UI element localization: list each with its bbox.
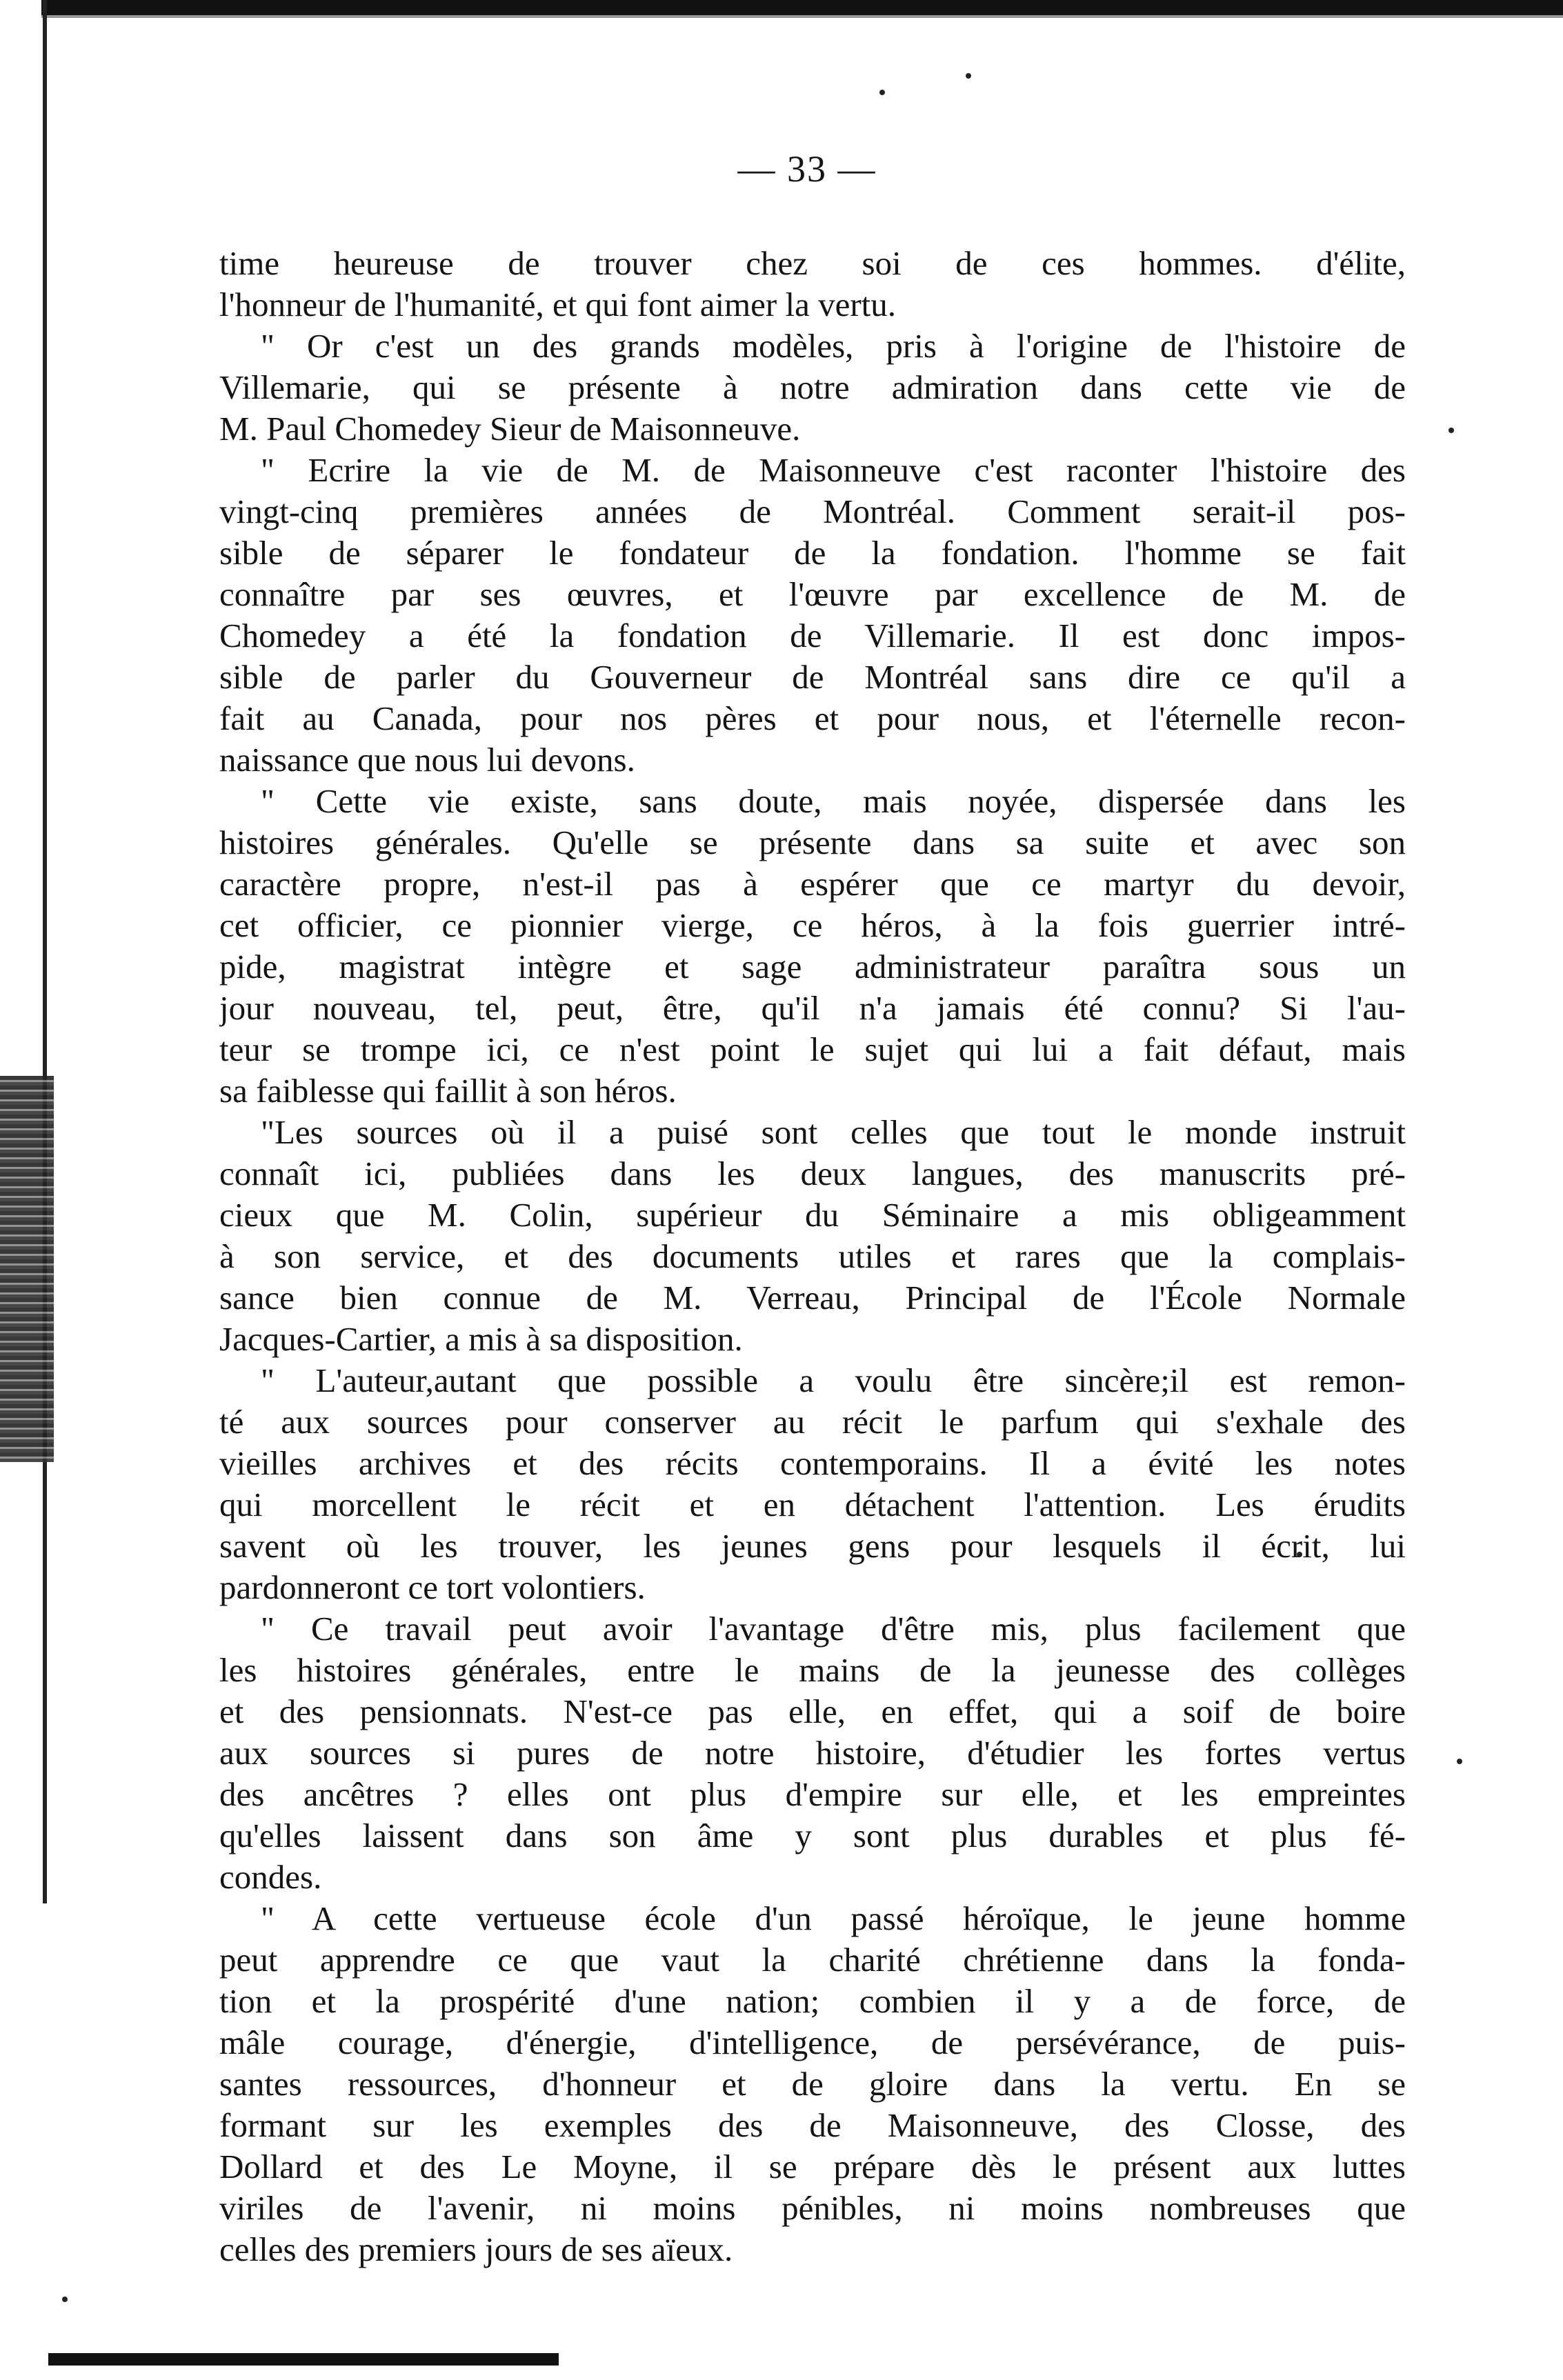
text-line: histoires générales. Qu'elle se présente dans sa suite et avec son xyxy=(219,823,1406,861)
text-line: l'honneur de l'humanité, et qui font aimer la vertu. xyxy=(219,286,897,323)
text-line: " Ce travail peut avoir l'avantage d'être mis, plus facilement que xyxy=(261,1610,1406,1648)
text-line: aux sources si pures de notre histoire, d'étudier les fortes vertus xyxy=(219,1734,1406,1772)
text-line: té aux sources pour conserver au récit le parfum qui s'exhale des xyxy=(219,1403,1406,1441)
text-line: formant sur les exemples des de Maisonneuve, des Closse, des xyxy=(219,2106,1406,2144)
text-line: vingt-cinq premières années de Montréal. Comment serait-il pos- xyxy=(219,492,1406,530)
text-line: " Cette vie existe, sans doute, mais noyée, dispersée dans les xyxy=(261,782,1406,820)
scan-speck xyxy=(879,90,885,95)
scan-speck xyxy=(966,73,971,79)
text-line: fait au Canada, pour nos pères et pour nous, et l'éternelle recon- xyxy=(219,699,1406,737)
text-line: Jacques-Cartier, a mis à sa disposition. xyxy=(219,1320,743,1358)
text-line: qui morcellent le récit et en détachent l'attention. Les érudits xyxy=(219,1486,1406,1523)
text-line: "Les sources où il a puisé sont celles que tout le monde instruit xyxy=(261,1113,1406,1151)
text-line: connaît ici, publiées dans les deux langues, des manuscrits pré- xyxy=(219,1154,1406,1192)
text-line: naissance que nous lui devons. xyxy=(219,741,635,779)
text-line: Chomedey a été la fondation de Villemarie. Il est donc impos- xyxy=(219,617,1406,654)
text-line: " Or c'est un des grands modèles, pris à l'origine de l'histoire de xyxy=(261,327,1406,365)
text-line: " A cette vertueuse école d'un passé héroïque, le jeune homme xyxy=(261,1899,1406,1937)
text-line: cet officier, ce pionnier vierge, ce héros, à la fois guerrier intré- xyxy=(219,906,1406,944)
text-line: les histoires générales, entre le mains de la jeunesse des collèges xyxy=(219,1651,1406,1689)
scan-left-edge xyxy=(43,0,47,1903)
text-line: vieilles archives et des récits contemporains. Il a évité les notes xyxy=(219,1444,1406,1482)
text-line: sible de séparer le fondateur de la fondation. l'homme se fait xyxy=(219,534,1406,572)
text-line: caractère propre, n'est-il pas à espérer que ce martyr du devoir, xyxy=(219,865,1406,903)
text-line: viriles de l'avenir, ni moins pénibles, ni moins nombreuses que xyxy=(219,2189,1406,2227)
text-line: teur se trompe ici, ce n'est point le sujet qui lui a fait défaut, mais xyxy=(219,1030,1406,1068)
text-line: condes. xyxy=(219,1858,322,1896)
text-line: sible de parler du Gouverneur de Montréal sans dire ce qu'il a xyxy=(219,658,1406,696)
text-line: qu'elles laissent dans son âme y sont plus durables et plus fé- xyxy=(219,1817,1406,1854)
scan-speck xyxy=(1457,1759,1462,1764)
scan-speck xyxy=(1448,428,1454,433)
text-line: sance bien connue de M. Verreau, Principal de l'École Normale xyxy=(219,1279,1406,1317)
text-line: celles des premiers jours de ses aïeux. xyxy=(219,2230,733,2268)
text-line: peut apprendre ce que vaut la charité chrétienne dans la fonda- xyxy=(219,1941,1406,1979)
body-text xyxy=(219,243,1406,2270)
text-line: santes ressources, d'honneur et de gloire dans la vertu. En se xyxy=(219,2065,1406,2103)
text-line: savent où les trouver, les jeunes gens pour lesquels il écrit, lui xyxy=(219,1527,1406,1565)
text-line: pide, magistrat intègre et sage administrateur paraîtra sous un xyxy=(219,948,1406,986)
text-line: sa faiblesse qui faillit à son héros. xyxy=(219,1072,677,1110)
text-line: " L'auteur,autant que possible a voulu être sincère;il est remon- xyxy=(261,1361,1406,1399)
text-line: Villemarie, qui se présente à notre admiration dans cette vie de xyxy=(219,368,1406,406)
text-line: Dollard et des Le Moyne, il se prépare dès le présent aux luttes xyxy=(219,2148,1406,2186)
scan-speck xyxy=(62,2297,68,2302)
scan-top-edge xyxy=(41,0,1563,15)
scan-binding-shadow xyxy=(0,1076,54,1462)
text-line: des ancêtres ? elles ont plus d'empire sur elle, et les empreintes xyxy=(219,1775,1406,1813)
text-line: cieux que M. Colin, supérieur du Séminaire a mis obligeamment xyxy=(219,1196,1406,1234)
text-line: time heureuse de trouver chez soi de ces hommes. d'élite, xyxy=(219,244,1406,282)
scan-bottom-edge xyxy=(48,2353,559,2366)
text-line: jour nouveau, tel, peut, être, qu'il n'a jamais été connu? Si l'au- xyxy=(219,989,1406,1027)
text-line: tion et la prospérité d'une nation; combien il y a de force, de xyxy=(219,1982,1406,2020)
text-line: M. Paul Chomedey Sieur de Maisonneuve. xyxy=(219,410,801,448)
page-number: — 33 — xyxy=(737,148,877,190)
text-line: mâle courage, d'énergie, d'intelligence, de persévérance, de puis- xyxy=(219,2023,1406,2061)
text-line: " Ecrire la vie de M. de Maisonneuve c'est raconter l'histoire des xyxy=(261,451,1406,489)
text-line: à son service, et des documents utiles et rares que la complais- xyxy=(219,1237,1406,1275)
text-line: connaître par ses œuvres, et l'œuvre par excellence de M. de xyxy=(219,575,1406,613)
text-line: et des pensionnats. N'est-ce pas elle, en effet, qui a soif de boire xyxy=(219,1692,1406,1730)
text-line: pardonneront ce tort volontiers. xyxy=(219,1568,646,1606)
